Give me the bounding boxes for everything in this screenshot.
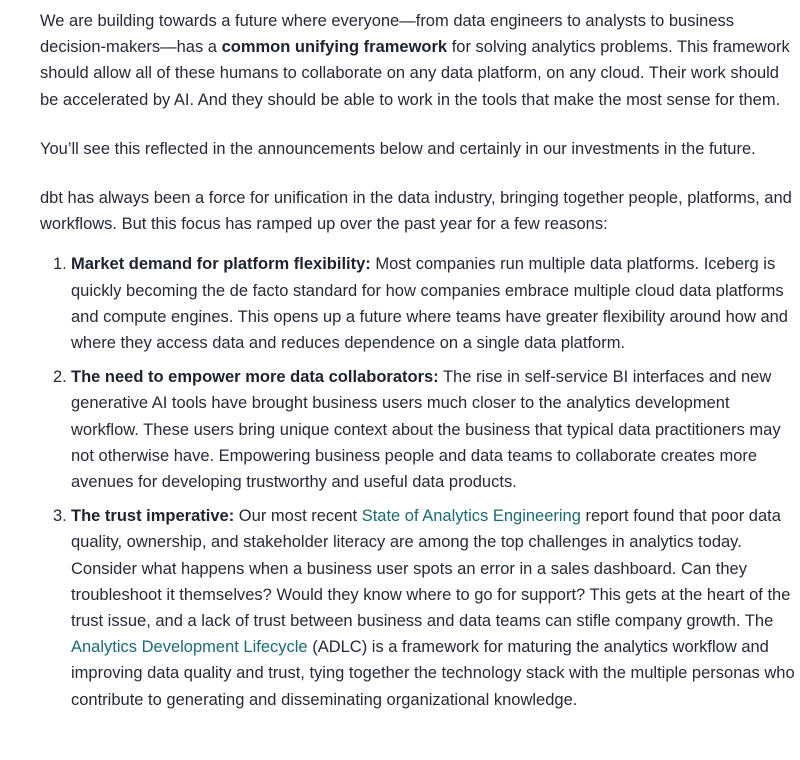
list-item-text: Our most recent: [234, 507, 362, 526]
unification-paragraph: dbt has always been a force for unification in the data industry, bringing together people, platforms, and workflows. But this focus has ramped up over the past year for a few reasons:: [40, 189, 792, 234]
state-of-analytics-engineering-link[interactable]: State of Analytics Engineering: [361, 507, 581, 526]
list-item: [40, 364, 796, 495]
intro-text-start: We are building towards a future where everyone—from data engineers to analysts to business decision-makers—has a: [40, 12, 734, 57]
announcements-paragraph: You’ll see this reflected in the announcements below and certainly in our investments in the future.: [40, 139, 756, 158]
list-item-text: The rise in self-service BI interfaces and new generative AI tools have brought business users much closer to the analytics development workflow. These users bring unique context about the business that typical data practitioners may not otherwise have. Empowering business people and data teams to collaborate creates more avenues for developing trustworthy and useful data products.: [71, 368, 781, 492]
intro-text-end: for solving analytics problems. This framework should allow all of these humans to collaborate on any data platform, on any cloud. Their work should be accelerated by AI. And they should be able to work in the tools that make the most sense for them.: [40, 38, 790, 109]
list-item-text: Most companies run multiple data platforms. Iceberg is quickly becoming the de facto standard for how companies embrace multiple cloud data platforms and compute engines. This opens up a future where teams have greater flexibility around how and where they access data and reduces dependence on a single data platform.: [71, 255, 788, 353]
intro-paragraph: [40, 8, 796, 113]
reasons-list: [40, 251, 796, 712]
list-item-heading: The trust imperative:: [71, 507, 235, 526]
list-number: 3.: [53, 507, 67, 526]
intro-bold-phrase: common unifying framework: [221, 38, 448, 57]
list-number: 1.: [53, 255, 67, 274]
article-body: [40, 8, 796, 721]
list-item-text: (ADLC) is a framework for maturing the analytics workflow and improving data quality and trust, tying together the technology stack with the multiple personas who contribute to generating and disseminating organizational knowledge.: [71, 638, 795, 709]
list-number: 2.: [53, 368, 67, 387]
analytics-development-lifecycle-link[interactable]: Analytics Development Lifecycle: [71, 638, 308, 657]
list-item-text: report found that poor data quality, ownership, and stakeholder literacy are among the top challenges in analytics today. Consider what happens when a business user spots an error in a sales dashboard. Can they troubleshoot it themselves? Would they know where to go for support? This gets at the heart of the trust issue, and a lack of trust between business and data teams can stifle company growth. The: [71, 507, 791, 631]
list-item-heading: Market demand for platform flexibility:: [71, 255, 371, 274]
list-spacer: [40, 237, 796, 251]
list-item-heading: The need to empower more data collaborators:: [71, 368, 439, 387]
list-item: [40, 503, 796, 713]
list-item: [40, 251, 796, 356]
